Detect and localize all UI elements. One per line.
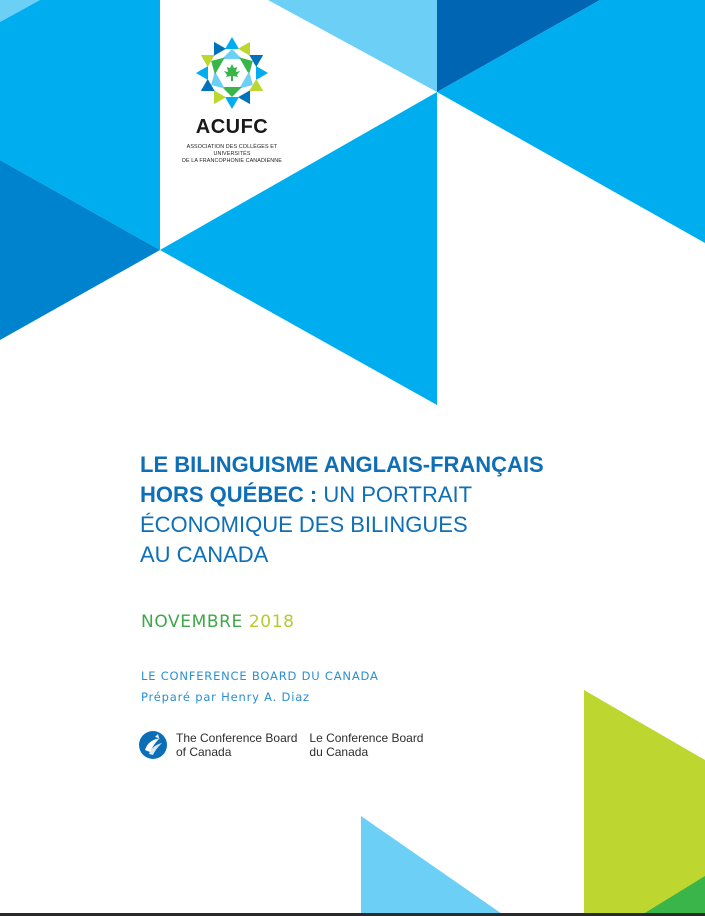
torch-globe-icon: [138, 730, 168, 760]
cb-fr-line2: du Canada: [309, 745, 369, 759]
conference-board-name-fr: [309, 731, 423, 759]
cb-en-line1: The Conference Board: [176, 731, 298, 745]
cb-en-line2: of Canada: [176, 745, 232, 759]
title-line2-rest: UN PORTRAIT: [317, 482, 473, 507]
acufc-acronym: ACUFC: [195, 116, 269, 138]
acufc-full-name-line1: ASSOCIATION DES COLLÈGES ET UNIVERSITÉS: [186, 144, 278, 157]
title-line4: AU CANADA: [140, 542, 269, 567]
bg-triangle: [268, 0, 437, 92]
acufc-full-name-line2: DE LA FRANCOPHONIE CANADIENNE: [182, 158, 282, 164]
author-block: [141, 666, 379, 708]
author-org: LE CONFERENCE BOARD DU CANADA: [141, 669, 379, 683]
bg-triangle: [584, 690, 705, 916]
acufc-logo: [172, 36, 292, 165]
star-maple-leaf-icon: [192, 36, 272, 110]
report-title: [140, 450, 600, 570]
acufc-full-name: [172, 144, 292, 165]
title-line2: [140, 480, 600, 510]
cb-fr-line1: Le Conference Board: [309, 731, 424, 745]
prepared-by: Préparé par Henry A. Diaz: [141, 690, 310, 704]
title-line3: ÉCONOMIQUE DES BILINGUES: [140, 512, 468, 537]
title-line1: LE BILINGUISME ANGLAIS-FRANÇAIS: [140, 452, 544, 477]
date-year: 2018: [248, 612, 295, 632]
conference-board-logo: [138, 730, 423, 760]
date-month: NOVEMBRE: [141, 612, 243, 632]
conference-board-name-en: [176, 731, 297, 759]
publication-date: [141, 612, 295, 632]
bg-triangle: [361, 816, 505, 916]
title-line2-bold: HORS QUÉBEC :: [140, 482, 318, 507]
